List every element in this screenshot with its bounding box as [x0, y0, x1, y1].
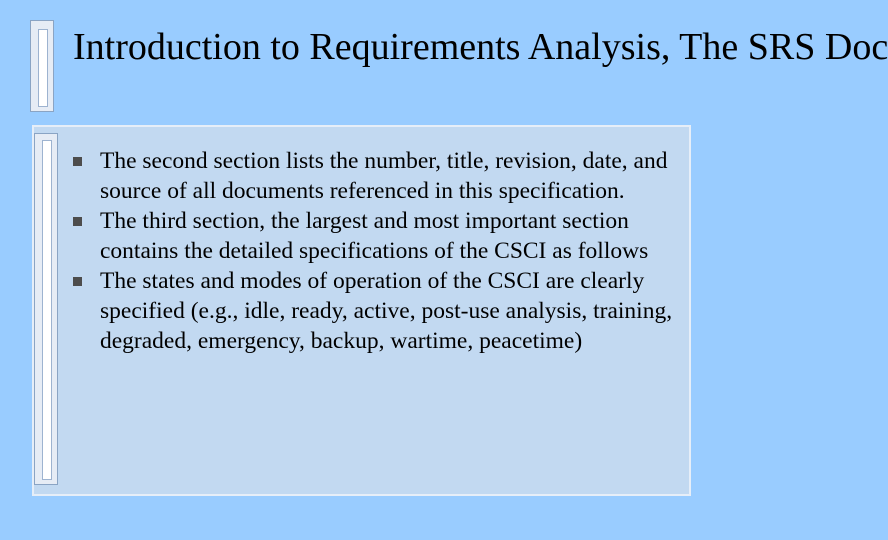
bullet-list	[70, 146, 680, 356]
title-accent-bar-inner	[38, 29, 48, 107]
bullet-item	[70, 266, 680, 356]
bullet-text: The second section lists the number, title, revision, date, and source of all documents referenced in this specification.	[100, 148, 668, 204]
bullet-text: The third section, the largest and most important section contains the detailed specifications of the CSCI as follows	[100, 208, 649, 264]
bullet-item	[70, 146, 680, 206]
slide-title: Introduction to Requirements Analysis, The SRS Doc	[73, 26, 888, 68]
bullet-item	[70, 206, 680, 266]
content-accent-bar-inner	[42, 140, 52, 480]
bullet-text: The states and modes of operation of the CSCI are clearly specified (e.g., idle, ready, active, post-use analysis, training, degraded, emergency, backup, wartime, peacetime)	[100, 268, 673, 354]
square-bullet-icon	[73, 217, 82, 226]
square-bullet-icon	[73, 277, 82, 286]
square-bullet-icon	[73, 157, 82, 166]
